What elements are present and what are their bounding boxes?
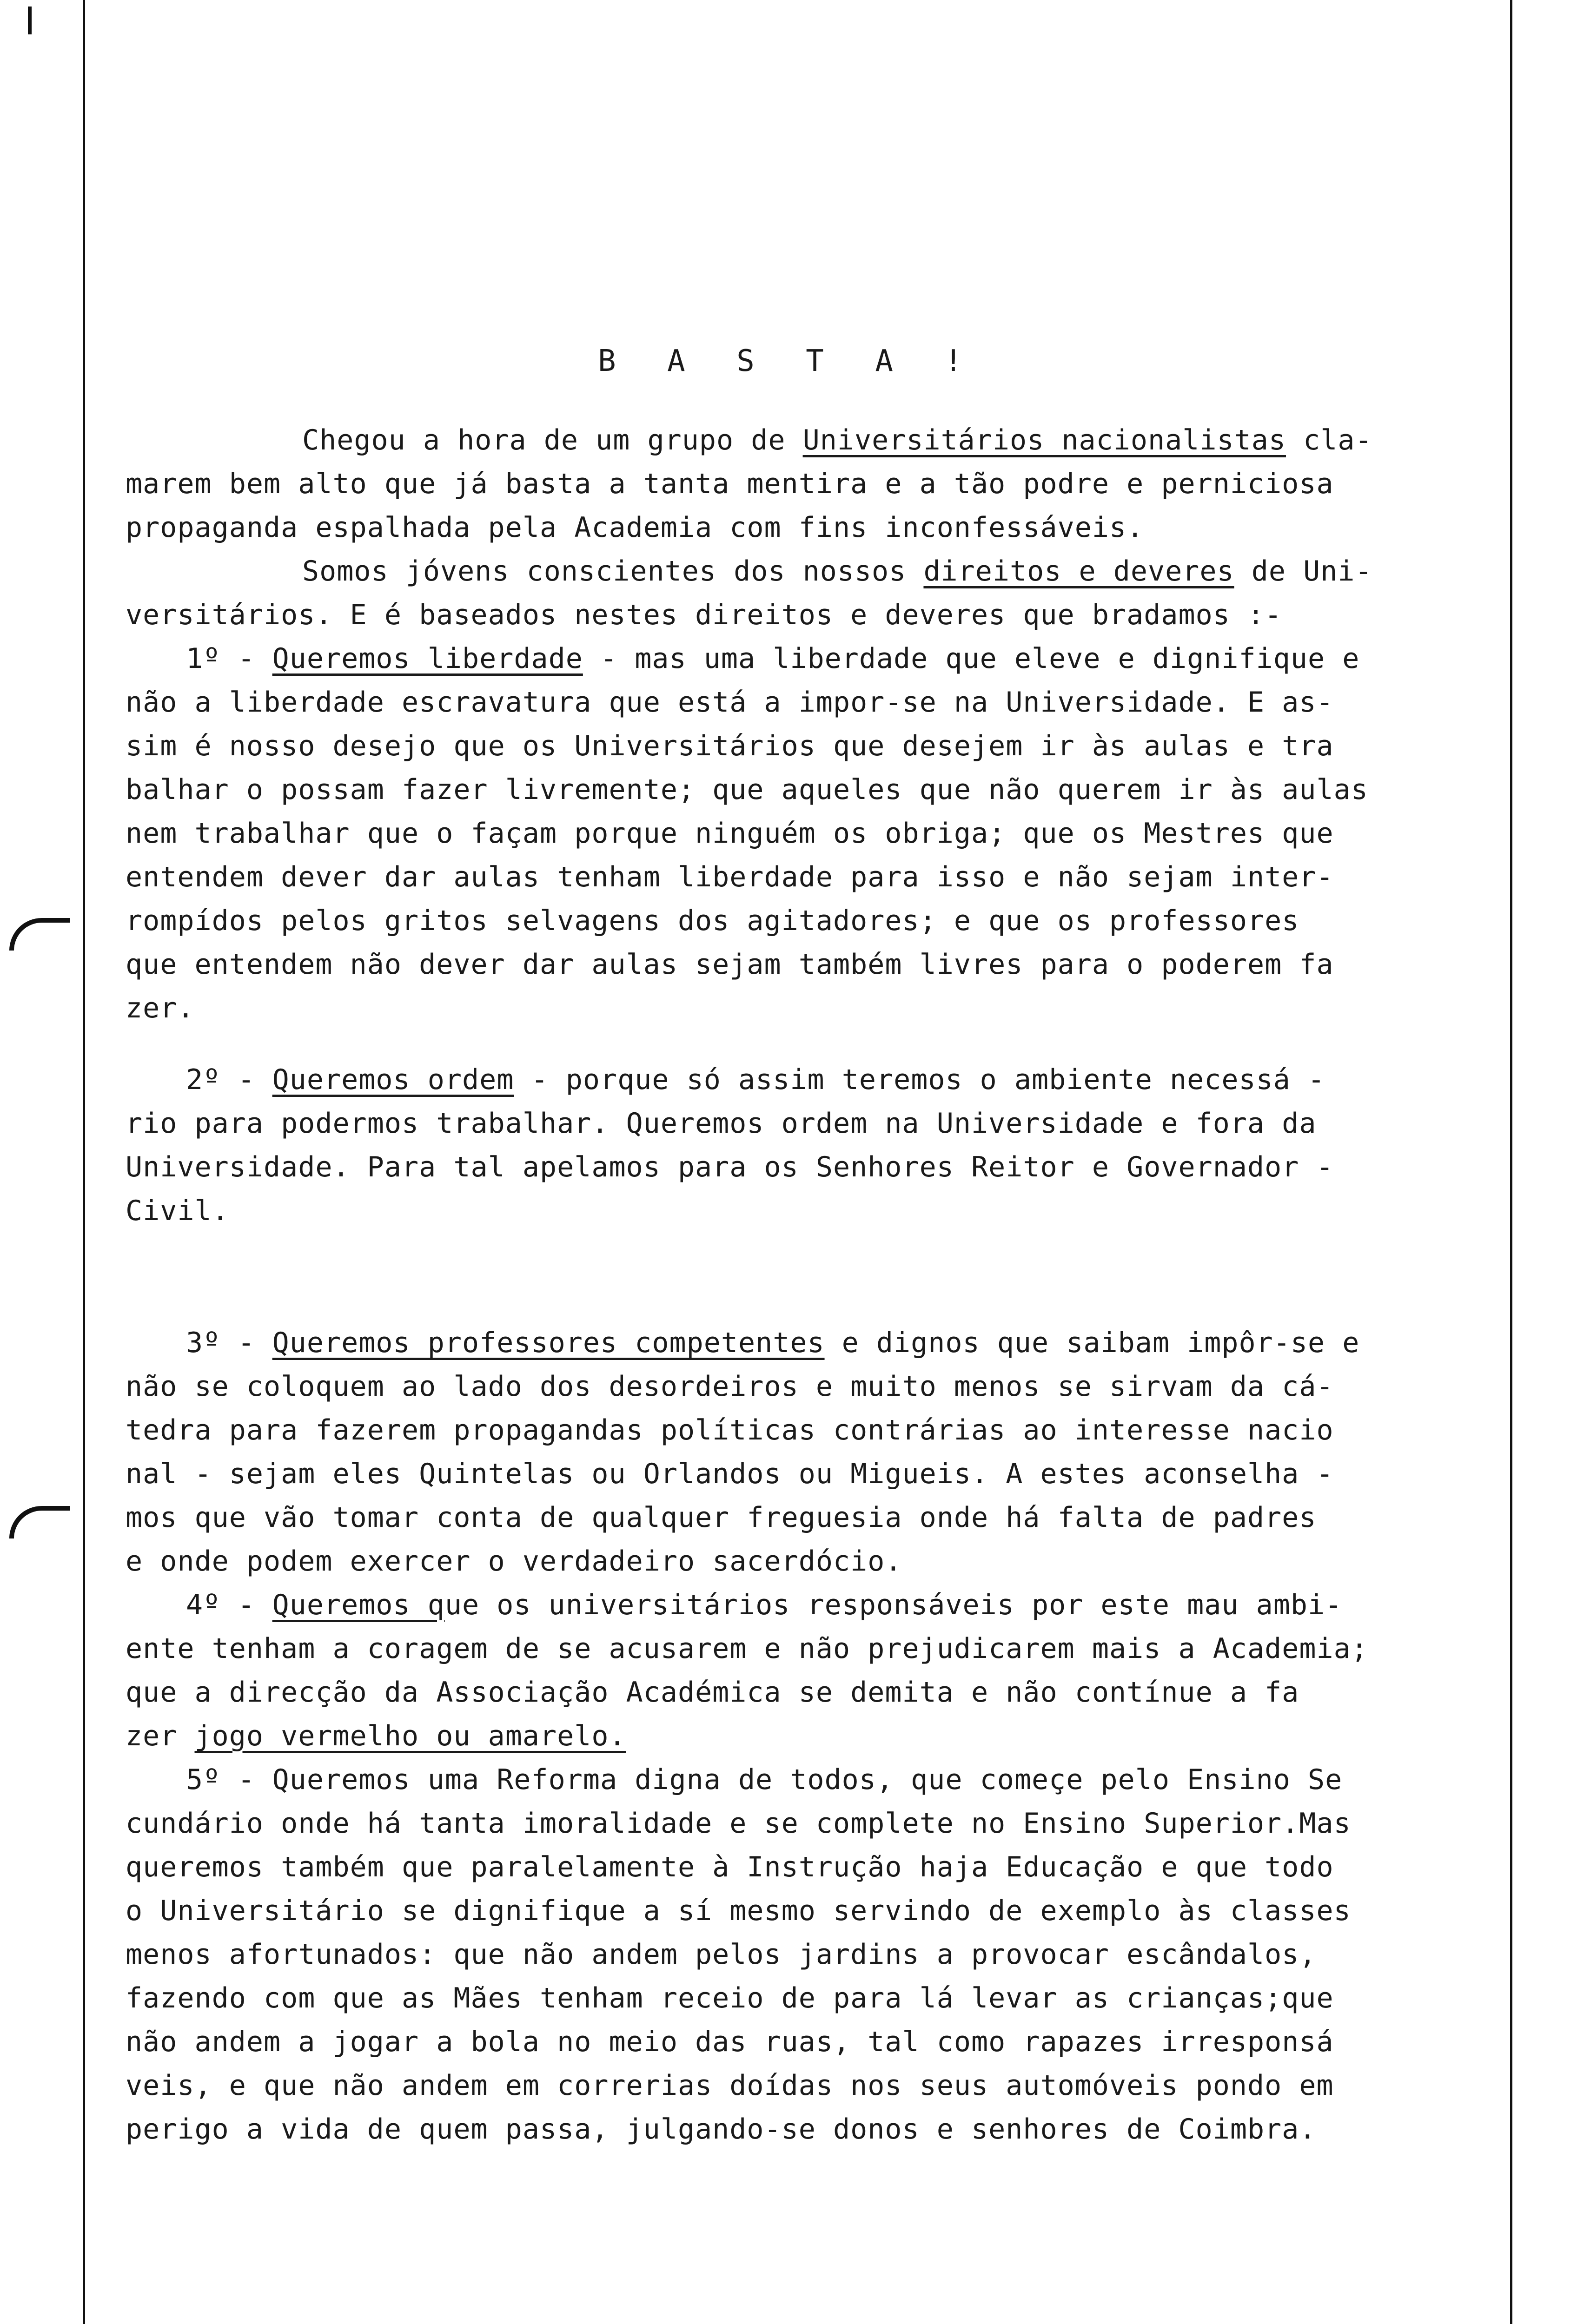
underlined-phrase: Queremos liberdade <box>272 642 583 675</box>
text-run: queremos também que paralelamente à Instrução haja Educação e que todo <box>126 1851 1334 1883</box>
text-run: cla- <box>1286 424 1372 456</box>
text-run: versitários. E é baseados nestes direitos e deveres que bradamos :- <box>126 599 1282 631</box>
text-line <box>126 1627 1474 1670</box>
text-run: que entendem não dever dar aulas sejam também livres para o poderem fa <box>126 948 1334 981</box>
text-run: 3º - <box>186 1327 272 1359</box>
text-run: fazendo com que as Mães tenham receio de para lá levar as crianças;que <box>126 1982 1334 2014</box>
text-run: perigo a vida de quem passa, julgando-se donos e senhores de Coimbra. <box>126 2113 1317 2146</box>
text-line <box>126 1889 1474 1933</box>
underlined-phrase: Universitários nacionalistas <box>802 424 1286 456</box>
text-run: 1º - <box>186 642 272 675</box>
underlined-phrase: Queremos q <box>272 1589 445 1621</box>
underlined-phrase: Queremos ordem <box>272 1063 514 1096</box>
text-line <box>126 943 1474 986</box>
text-run: marem bem alto que já basta a tanta mentira e a tão podre e perniciosa <box>126 468 1334 500</box>
text-line <box>126 1845 1474 1889</box>
text-run: 2º - <box>186 1063 272 1096</box>
text-run: não se coloquem ao lado dos desordeiros e muito menos se sirvam da cá- <box>126 1370 1334 1403</box>
text-line <box>126 899 1474 943</box>
text-line <box>126 1670 1474 1714</box>
text-run: ue os universitários responsáveis por este mau ambi- <box>444 1589 1343 1621</box>
text-run: Universidade. Para tal apelamos para os Senhores Reitor e Governador - <box>126 1151 1334 1183</box>
text-line <box>126 1933 1474 1976</box>
text-run: zer. <box>126 992 195 1024</box>
text-run: menos afortunados: que não andem pelos jardins a provocar escândalos, <box>126 1938 1317 1971</box>
text-run: ente tenham a coragem de se acusarem e não prejudicarem mais a Academia; <box>126 1632 1368 1665</box>
text-line <box>126 768 1474 812</box>
text-run: Chegou a hora de um grupo de <box>302 424 803 456</box>
text-line <box>126 1102 1474 1145</box>
text-run: cundário onde há tanta imoralidade e se complete no Ensino Superior.Mas <box>126 1807 1351 1840</box>
text-run: sim é nosso desejo que os Universitários que desejem ir às aulas e tra <box>126 730 1334 762</box>
text-line <box>126 2107 1474 2151</box>
underlined-phrase: direitos e deveres <box>923 555 1234 588</box>
punch-hole-mark-lower <box>9 1506 70 1538</box>
text-run: veis, e que não andem em correrias doídas nos seus automóveis pondo em <box>126 2069 1334 2102</box>
text-line <box>126 1976 1474 2020</box>
document-body <box>126 418 1474 2151</box>
text-line <box>126 1058 1474 1102</box>
text-line <box>126 1189 1474 1233</box>
text-line <box>126 1758 1474 1802</box>
text-run: balhar o possam fazer livremente; que aqueles que não querem ir às aulas <box>126 773 1368 806</box>
text-run: 5º - Queremos uma Reforma digna de todos, que começe pelo Ensino Se <box>186 1763 1343 1796</box>
text-run: não a liberdade escravatura que está a impor-se na Universidade. E as- <box>126 686 1334 719</box>
text-run: de Uni- <box>1234 555 1372 588</box>
text-line <box>126 593 1474 637</box>
text-run: nem trabalhar que o façam porque ninguém os obriga; que os Mestres que <box>126 817 1334 850</box>
text-run: Somos jóvens conscientes dos nossos <box>302 555 924 588</box>
text-line <box>126 462 1474 506</box>
text-line <box>126 986 1474 1030</box>
text-line <box>126 418 1474 462</box>
text-run: entendem dever dar aulas tenham liberdade para isso e não sejam inter- <box>126 861 1334 893</box>
text-run: - porque só assim teremos o ambiente necessá - <box>514 1063 1325 1096</box>
text-line <box>126 724 1474 768</box>
text-line <box>126 680 1474 724</box>
text-run: zer <box>126 1720 195 1752</box>
top-edge-mark <box>28 7 32 34</box>
text-run: e dignos que saibam impôr-se e <box>824 1327 1360 1359</box>
text-run: rio para podermos trabalhar. Queremos ordem na Universidade e fora da <box>126 1107 1317 1140</box>
text-line <box>126 549 1474 593</box>
paragraph-spacer <box>126 1233 1474 1321</box>
text-line <box>126 1496 1474 1539</box>
underlined-phrase: jogo vermelho ou amarelo. <box>194 1720 626 1752</box>
text-run: 4º - <box>186 1589 272 1621</box>
text-line <box>126 1583 1474 1627</box>
text-line <box>126 1145 1474 1189</box>
text-line <box>126 506 1474 549</box>
text-line <box>126 637 1474 680</box>
punch-hole-mark-upper <box>9 918 70 951</box>
text-run: mos que vão tomar conta de qualquer freguesia onde há falta de padres <box>126 1501 1317 1534</box>
text-line <box>126 1802 1474 1845</box>
text-run: tedra para fazerem propagandas políticas contrárias ao interesse nacio <box>126 1414 1334 1446</box>
text-line <box>126 2020 1474 2064</box>
text-line <box>126 1321 1474 1365</box>
text-run: nal - sejam eles Quintelas ou Orlandos ou Migueis. A estes aconselha - <box>126 1458 1334 1490</box>
text-run: rompídos pelos gritos selvagens dos agitadores; e que os professores <box>126 905 1299 937</box>
text-line <box>126 1714 1474 1758</box>
underlined-phrase: Queremos professores competentes <box>272 1327 825 1359</box>
text-line <box>126 1408 1474 1452</box>
text-run: e onde podem exercer o verdadeiro sacerdócio. <box>126 1545 902 1578</box>
text-run: Civil. <box>126 1195 229 1227</box>
document-title: B A S T A ! <box>598 344 979 378</box>
text-run: o Universitário se dignifique a sí mesmo servindo de exemplo às classes <box>126 1895 1351 1927</box>
text-run: propaganda espalhada pela Academia com fins inconfessáveis. <box>126 511 1144 544</box>
text-line <box>126 2064 1474 2107</box>
text-run: não andem a jogar a bola no meio das ruas, tal como rapazes irresponsá <box>126 2026 1334 2058</box>
text-line <box>126 855 1474 899</box>
text-line <box>126 1539 1474 1583</box>
text-line <box>126 1365 1474 1408</box>
paragraph-spacer <box>126 1030 1474 1058</box>
text-line <box>126 812 1474 855</box>
text-run: - mas uma liberdade que eleve e dignifique e <box>583 642 1360 675</box>
text-line <box>126 1452 1474 1496</box>
text-run: que a direcção da Associação Académica se demita e não contínue a fa <box>126 1676 1299 1709</box>
